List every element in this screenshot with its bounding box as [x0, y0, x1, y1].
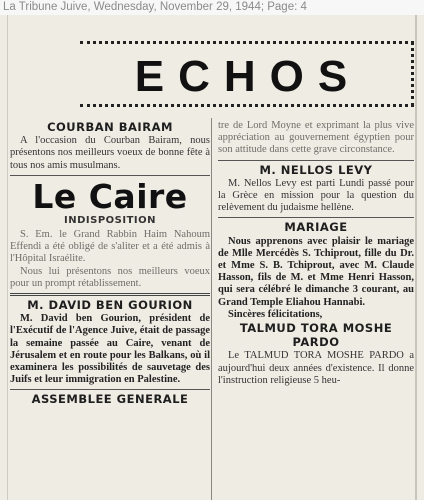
section-rule [218, 217, 414, 218]
levy-article [218, 178, 414, 215]
talmud-text: Le TALMUD TORA MOSHE PARDO a aujourd'hui deux années d'existence. Il donne l'instruction religieuse 5 heu- [218, 350, 414, 386]
assemblee-heading: ASSEMBLEE GENERALE [31, 392, 189, 407]
indisposition-heading: INDISPOSITION [64, 214, 156, 226]
mariage-heading: MARIAGE [284, 220, 348, 235]
courban-text: A l'occasion du Courban Bairam, nous présentons nos meilleurs voeux de bonne fête à tous nos amis musulmans. [10, 135, 210, 171]
mariage-article [218, 236, 414, 321]
ben-gourion-article [10, 313, 210, 386]
section-rule [218, 160, 414, 161]
left-column [10, 120, 210, 408]
talmud-article [218, 350, 414, 387]
courban-article [10, 135, 210, 172]
left-margin-rule [7, 15, 8, 500]
right-column [218, 120, 414, 387]
levy-text: M. Nellos Levy est parti Lundi passé pour la Grèce en mission pour la question du relèvement du judaisme hellène. [218, 177, 414, 214]
moyne-text: tre de Lord Moyne et exprimant la plus vive appréciation au gouvernement égyptien pour son attitude dans cette grave circonstance. [218, 120, 414, 156]
indisposition-article [10, 229, 210, 290]
column-divider [211, 118, 212, 500]
right-margin-rule [415, 15, 417, 500]
levy-heading: M. NELLOS LEVY [259, 162, 373, 177]
talmud-heading-line-1: TALMUD TORA MOSHE [239, 321, 393, 336]
section-rule [10, 389, 210, 390]
indisposition-text-2: Nous lui présentons nos meilleurs voeux pour un prompt rétablissement. [10, 265, 210, 289]
talmud-heading-line-2: PARDO [292, 335, 340, 350]
courban-heading: COURBAN BAIRAM [47, 120, 173, 134]
ben-gourion-text: M. David ben Gourion, président de l'Exécutif de l'Agence Juive, était de passage la semaine passée au Caire, venant de Jérusalem et en route pour les Balkans, où il examinera les possibilités de sauvetage des Juifs et leur immigration en Palestine. [10, 313, 210, 386]
section-rule [10, 175, 210, 176]
mariage-text: Nous apprenons avec plaisir le mariage de Mlle Mercédès S. Tchiprout, fille du Dr. et Mme S. B. Tchiprout, avec M. Claude Hasson, fils de M. et Mme Henri Hasson, qui sera célébré le dimanche 3 courant, au Grand Temple Eliahou Hannabi. [218, 235, 414, 308]
document-caption: La Tribune Juive, Wednesday, November 29, 1944; Page: 4 [0, 0, 424, 15]
masthead-title: ECHOS [134, 52, 362, 101]
le-caire-heading: Le Caire [32, 176, 188, 216]
mariage-signoff: Sincères félicitations, [228, 308, 323, 320]
ben-gourion-heading: M. DAVID BEN GOURION [27, 298, 193, 313]
section-rule [10, 293, 210, 296]
indisposition-text-1: S. Em. le Grand Rabbin Haim Nahoum Effendi a été obligé de s'aliter et a été admis à l'Hôpital Israélite. [10, 229, 210, 265]
moyne-article [218, 120, 414, 157]
